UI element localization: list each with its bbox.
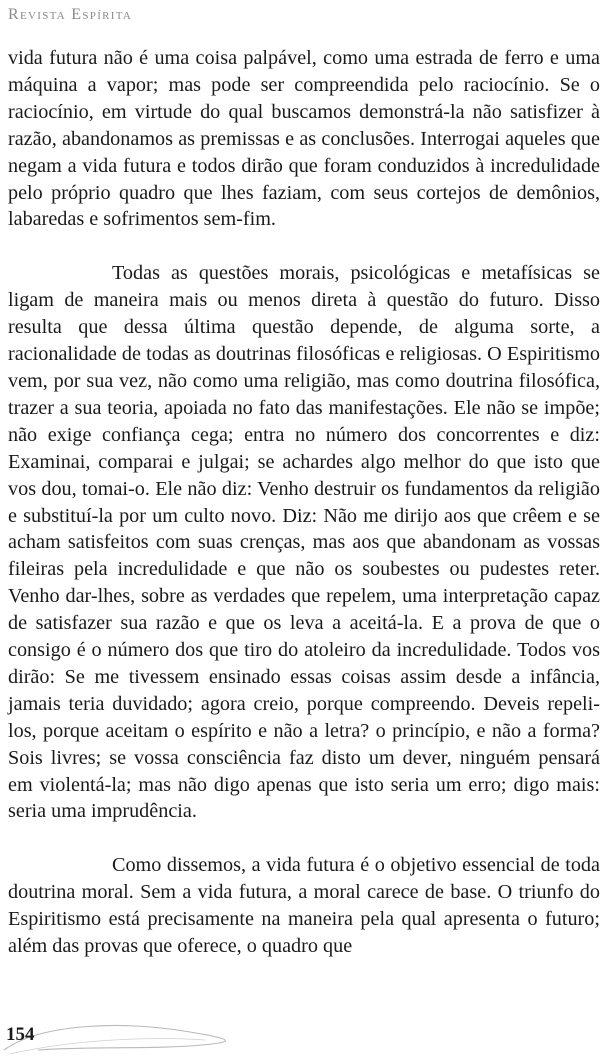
page-number: 154 [6,1024,35,1045]
page-ornament-swash [0,1010,260,1059]
paragraph: Como dissemos, a vida futura é o objetivo essencial de toda doutrina moral. Sem a vida futura, a moral carece de base. O triunfo do Espiritismo está precisamente na maneira pela qual apresenta o futuro; além das provas que oferece, o quadro que [8,854,600,958]
paragraph-continuation: vida futura não é uma coisa palpável, como uma estrada de ferro e uma máquina a vapor; mas pode ser compreendida pelo raciocínio. Se o raciocínio, em virtude do qual buscamos demonstrá-la não satisfizer à razão, abandonamos as premissas e as conclusões. Interrogai aqueles que negam a vida futura e todos dirão que foram conduzidos à incredulidade pelo próprio quadro que lhes faziam, com seus cortejos de demônios, labaredas e sofrimentos sem-fim. [8,47,600,231]
body-text [8,45,600,960]
paragraph: Todas as questões morais, psicológicas e metafísicas se ligam de maneira mais ou menos direta à questão do futuro. Disso resulta que dessa última questão depende, de alguma sorte, a racionalidade de todas as doutrinas filosóficas e religiosas. O Espiritismo vem, por sua vez, não como uma religião, mas como doutrina filosófica, trazer a sua teoria, apoiada no fato das manifestações. Ele não se impõe; não exige confiança cega; entra no número dos concorrentes e diz: Examinai, comparai e julgai; se achardes algo melhor do que isto que vos dou, tomai-o. Ele não diz: Venho destruir os fundamentos da religião e substituí-la por um culto novo. Diz: Não me dirijo aos que crêem e se acham satisfeitos com suas crenças, mas aos que abandonam as vossas fileiras pela incredulidade e que não os soubestes ou pudestes reter. Venho dar-lhes, sobre as verdades que repelem, uma interpretação capaz de satisfazer sua razão e que os leva a aceitá-la. E a prova de que o consigo é o número dos que tiro do atoleiro da incredulidade. Todos vos dirão: Se me tivessem ensinado essas coisas assim desde a infância, jamais teria duvidado; agora creio, porque compreendo. Deveis repeli-los, porque aceitam o espírito e não a letra? o princípio, e não a forma? Sois livres; se vossa consciência faz disto um dever, ninguém pensará em violentá-la; mas não digo apenas que isto seria um erro; digo mais: seria uma imprudência. [8,262,600,823]
running-header: Revista Espírita [8,6,133,23]
